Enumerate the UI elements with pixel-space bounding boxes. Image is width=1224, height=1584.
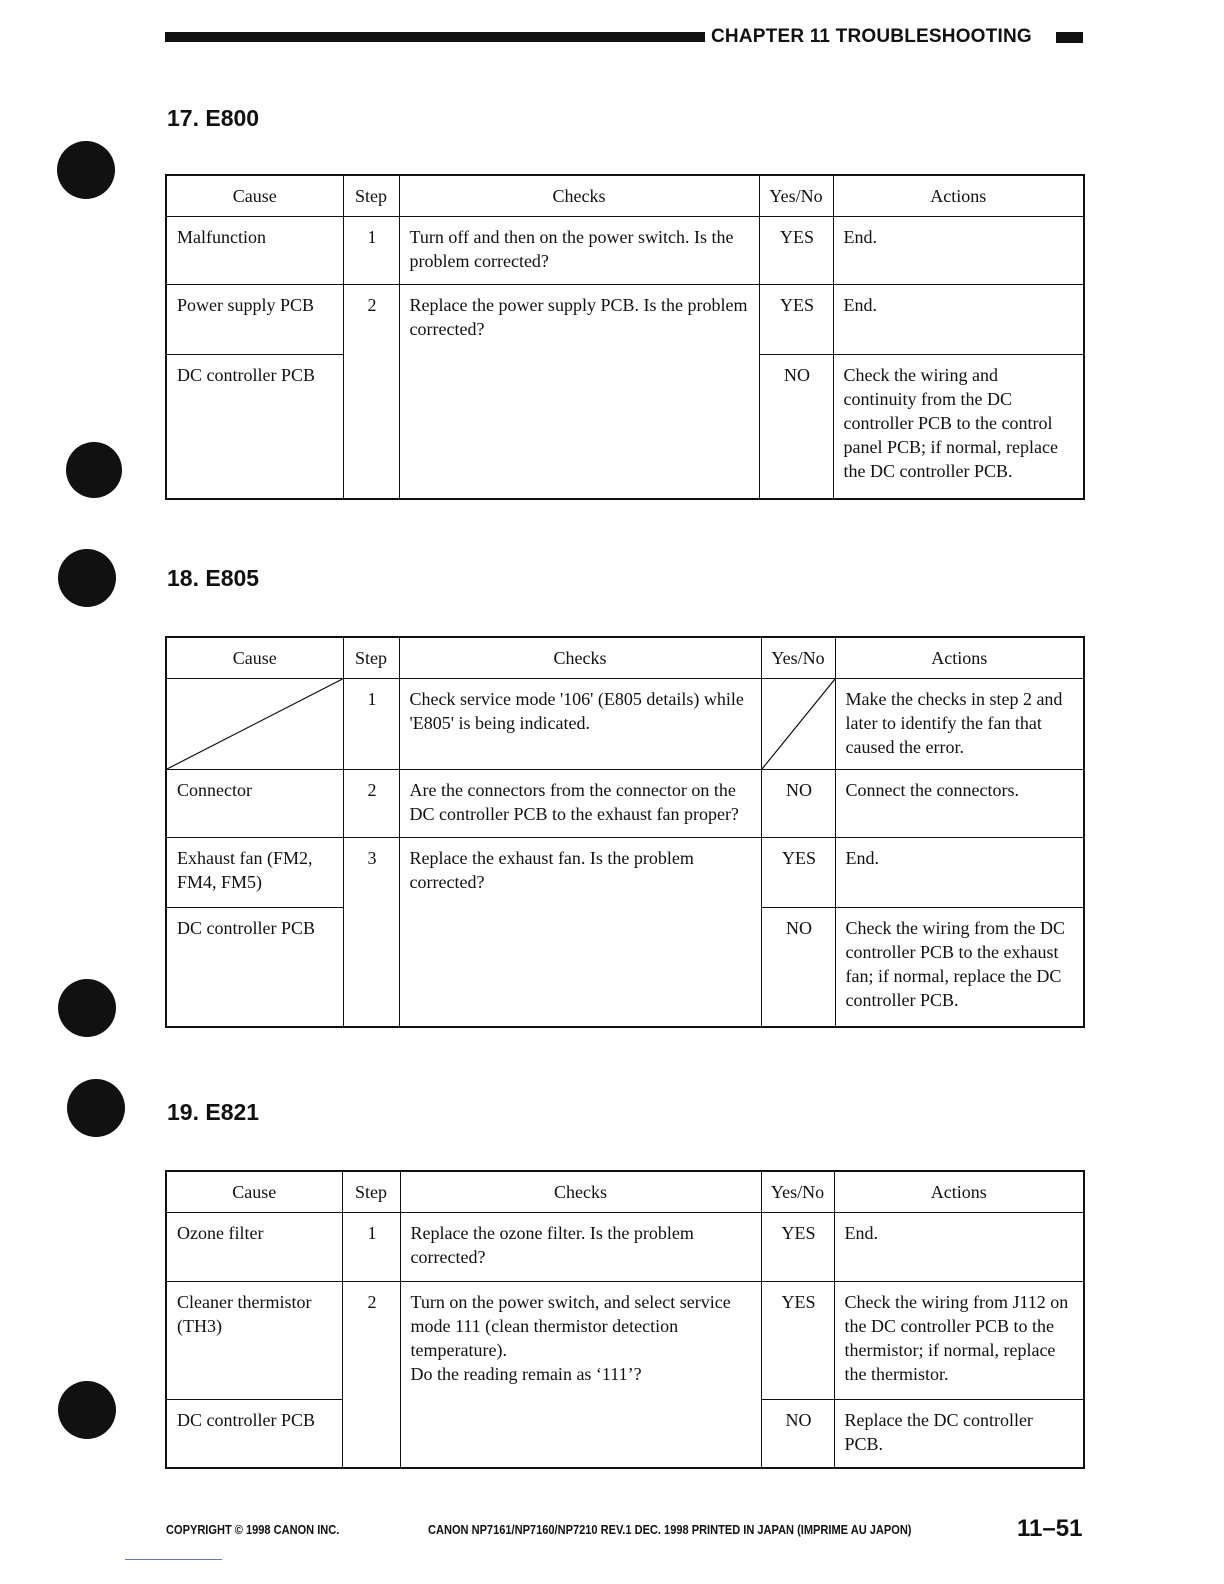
table-header-row bbox=[166, 637, 1084, 679]
punch-hole-6 bbox=[58, 1381, 116, 1439]
step-cell: 2 bbox=[343, 285, 399, 499]
cause-cell: DC controller PCB bbox=[166, 908, 343, 1027]
cause-cell: DC controller PCB bbox=[166, 355, 343, 499]
col-header-checks: Checks bbox=[399, 175, 759, 217]
table-header-row bbox=[166, 1171, 1084, 1213]
yesno-cell: YES bbox=[759, 285, 833, 355]
yesno-cell: NO bbox=[761, 770, 835, 838]
yesno-cell: YES bbox=[761, 1213, 834, 1282]
col-header-actions: Actions bbox=[833, 175, 1084, 217]
action-cell: End. bbox=[833, 217, 1084, 285]
col-header-cause: Cause bbox=[166, 637, 343, 679]
footer-copyright: COPYRIGHT © 1998 CANON INC. bbox=[166, 1522, 340, 1537]
yesno-cell: NO bbox=[761, 1400, 834, 1468]
col-header-actions: Actions bbox=[835, 637, 1084, 679]
table-row bbox=[166, 1282, 1084, 1400]
checks-line: Do the reading remain as ‘111’? bbox=[410, 1364, 642, 1384]
cause-cell: Power supply PCB bbox=[166, 285, 343, 355]
checks-cell: Are the connectors from the connector on the DC controller PCB to the exhaust fan proper? bbox=[399, 770, 761, 838]
table-header-row bbox=[166, 175, 1084, 217]
col-header-step: Step bbox=[343, 637, 399, 679]
page-number: 11–51 bbox=[1017, 1515, 1083, 1542]
step-cell: 3 bbox=[343, 838, 399, 1027]
step-cell: 2 bbox=[342, 1282, 400, 1468]
header-end-mark bbox=[1056, 32, 1083, 43]
cause-cell: Malfunction bbox=[166, 217, 343, 285]
header-rule bbox=[165, 32, 705, 42]
cause-cell: Connector bbox=[166, 770, 343, 838]
action-cell: End. bbox=[835, 838, 1084, 908]
section-title-e805: 18. E805 bbox=[167, 565, 260, 591]
action-cell: Check the wiring and continuity from the DC controller PCB to the control panel PCB; if normal, replace the DC controller PCB. bbox=[833, 355, 1084, 499]
table-e821 bbox=[165, 1170, 1085, 1469]
punch-hole-1 bbox=[57, 141, 115, 199]
step-cell: 1 bbox=[343, 679, 399, 770]
checks-cell: Replace the exhaust fan. Is the problem corrected? bbox=[399, 838, 761, 1027]
action-cell: Connect the connectors. bbox=[835, 770, 1084, 838]
step-cell: 1 bbox=[343, 217, 399, 285]
punch-hole-4 bbox=[58, 979, 116, 1037]
col-header-checks: Checks bbox=[400, 1171, 761, 1213]
cause-cell: Cleaner thermistor (TH3) bbox=[166, 1282, 342, 1400]
chapter-title: CHAPTER 11 TROUBLESHOOTING bbox=[711, 26, 1032, 47]
yesno-cell: YES bbox=[761, 1282, 834, 1400]
cause-cell-empty bbox=[166, 679, 343, 770]
diagonal-strike bbox=[762, 679, 835, 769]
yesno-cell: YES bbox=[761, 838, 835, 908]
section-title-e800: 17. E800 bbox=[167, 105, 260, 131]
col-header-yesno: Yes/No bbox=[759, 175, 833, 217]
table-e805 bbox=[165, 636, 1085, 1028]
col-header-checks: Checks bbox=[399, 637, 761, 679]
action-cell: Check the wiring from J112 on the DC controller PCB to the thermistor; if normal, replace the thermistor. bbox=[834, 1282, 1084, 1400]
checks-cell bbox=[400, 1282, 761, 1468]
diagonal-strike bbox=[167, 679, 343, 769]
cause-cell: Exhaust fan (FM2, FM4, FM5) bbox=[166, 838, 343, 908]
yesno-cell: YES bbox=[759, 217, 833, 285]
action-cell: Check the wiring from the DC controller PCB to the exhaust fan; if normal, replace the DC controller PCB. bbox=[835, 908, 1084, 1027]
checks-cell: Check service mode '106' (E805 details) while 'E805' is being indicated. bbox=[399, 679, 761, 770]
table-e800 bbox=[165, 174, 1085, 500]
yesno-cell-empty bbox=[761, 679, 835, 770]
footer-model-info: CANON NP7161/NP7160/NP7210 REV.1 DEC. 1998 PRINTED IN JAPAN (IMPRIME AU JAPON) bbox=[428, 1522, 912, 1537]
yesno-cell: NO bbox=[761, 908, 835, 1027]
cause-cell: Ozone filter bbox=[166, 1213, 342, 1282]
punch-hole-3 bbox=[58, 549, 116, 607]
checks-line: Turn on the power switch, and select service mode 111 (clean thermistor detection temperature). bbox=[410, 1292, 731, 1360]
col-header-cause: Cause bbox=[166, 1171, 342, 1213]
col-header-actions: Actions bbox=[834, 1171, 1084, 1213]
footer-rule bbox=[125, 1559, 222, 1560]
section-title-e821: 19. E821 bbox=[167, 1099, 260, 1125]
col-header-step: Step bbox=[342, 1171, 400, 1213]
table-row bbox=[166, 217, 1084, 285]
punch-hole-2 bbox=[66, 442, 122, 498]
table-row bbox=[166, 838, 1084, 908]
punch-hole-5 bbox=[67, 1079, 125, 1137]
step-cell: 1 bbox=[342, 1213, 400, 1282]
checks-cell: Turn off and then on the power switch. Is the problem corrected? bbox=[399, 217, 759, 285]
table-row bbox=[166, 679, 1084, 770]
yesno-cell: NO bbox=[759, 355, 833, 499]
col-header-yesno: Yes/No bbox=[761, 637, 835, 679]
table-row bbox=[166, 1213, 1084, 1282]
table-row bbox=[166, 285, 1084, 355]
cause-cell: DC controller PCB bbox=[166, 1400, 342, 1468]
action-cell: Replace the DC controller PCB. bbox=[834, 1400, 1084, 1468]
action-cell: End. bbox=[833, 285, 1084, 355]
checks-cell: Replace the ozone filter. Is the problem corrected? bbox=[400, 1213, 761, 1282]
col-header-cause: Cause bbox=[166, 175, 343, 217]
action-cell: End. bbox=[834, 1213, 1084, 1282]
col-header-yesno: Yes/No bbox=[761, 1171, 834, 1213]
action-cell: Make the checks in step 2 and later to identify the fan that caused the error. bbox=[835, 679, 1084, 770]
col-header-step: Step bbox=[343, 175, 399, 217]
table-row bbox=[166, 770, 1084, 838]
checks-cell: Replace the power supply PCB. Is the problem corrected? bbox=[399, 285, 759, 499]
step-cell: 2 bbox=[343, 770, 399, 838]
